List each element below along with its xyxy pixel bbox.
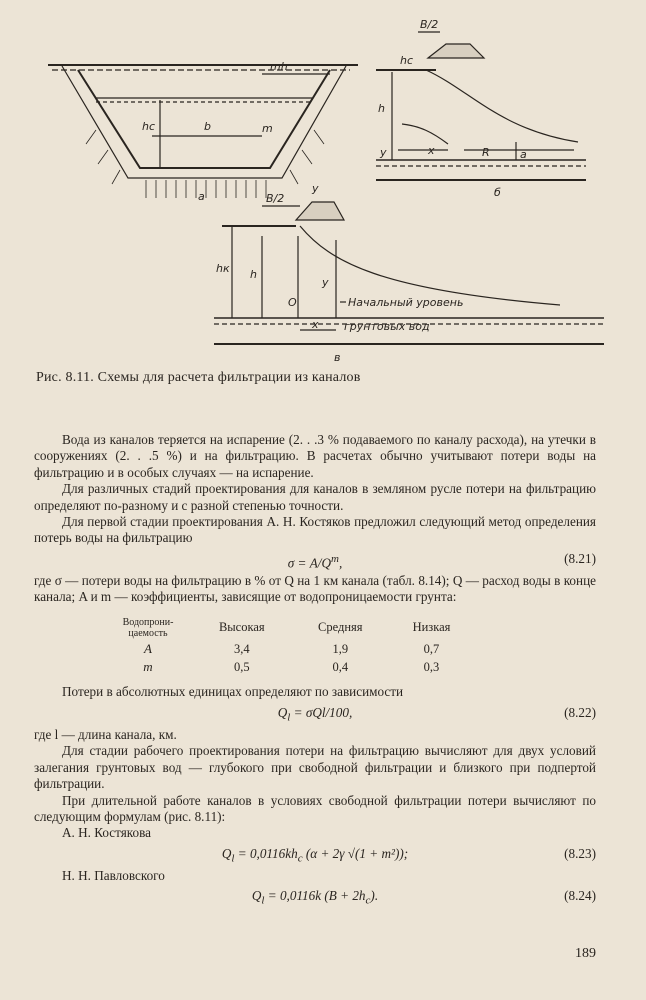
label-m: m <box>262 122 273 135</box>
eq-tail: ). <box>370 888 379 904</box>
paragraph: А. Н. Костякова <box>62 825 152 841</box>
eq-mid: = 0,0116k (B + 2h <box>264 888 366 904</box>
eq-text: Q <box>251 888 262 904</box>
label-v: в <box>334 351 341 364</box>
label-hc: hc <box>142 120 156 133</box>
table-header-label: Водопрони-цаемость <box>122 616 174 639</box>
equation-number: (8.23) <box>564 845 596 861</box>
label-r-right: R <box>482 146 490 159</box>
table-header-cell: Высокая <box>218 620 265 635</box>
eq-sub: l <box>287 711 291 724</box>
label-y-axis: y <box>312 182 319 195</box>
label-b2-bottom: B/2 <box>266 192 285 205</box>
paragraph: Для первой стадии проектирования А. Н. Костяков предложил следующий метод определения потерь воды на фильтрацию <box>34 514 596 546</box>
table-row <box>104 658 474 676</box>
eq-sub: l <box>231 852 235 865</box>
figure-8-11 <box>0 0 646 370</box>
page-number: 189 <box>575 946 596 961</box>
eq-sub: c <box>365 894 371 907</box>
equation-8-22 <box>34 701 596 727</box>
paragraph: Н. Н. Павловского <box>62 867 165 883</box>
body-text <box>34 432 596 910</box>
equation-body <box>34 551 596 572</box>
table-cell: 0,3 <box>423 660 440 675</box>
label-note-line2: грунтовых вод <box>344 320 430 333</box>
label-b-cyr: б <box>494 186 501 199</box>
table-cell: 0,5 <box>233 660 250 675</box>
label-note-line1: Начальный уровень <box>348 296 464 309</box>
label-a-right: a <box>520 148 527 161</box>
equation-number: (8.22) <box>564 704 596 720</box>
table-cell: 3,4 <box>233 641 250 656</box>
label-o: O <box>288 296 297 309</box>
equation-body <box>34 888 596 909</box>
table-header-cell: Низкая <box>412 620 451 635</box>
filtration-schemes-drawing <box>0 0 646 370</box>
eq-text: σ = A/Q <box>287 555 331 571</box>
table-header-row <box>104 616 474 640</box>
label-b2-top: B/2 <box>420 18 439 31</box>
eq-tail: (α + 2γ √(1 + m²)); <box>302 845 409 861</box>
label-y-right: y <box>380 146 387 159</box>
paragraph: При длительной работе каналов в условиях свободной фильтрации потери вычисляют по следующим формулам (рис. 8.11): <box>34 792 596 824</box>
label-hc-right: hc <box>400 54 414 67</box>
eq-sup: m <box>331 552 339 565</box>
label-y-bottom: y <box>322 276 329 289</box>
label-mh: mh <box>270 60 288 73</box>
equation-body <box>34 705 596 726</box>
paragraph: Вода из каналов теряется на испарение (2. . .3 % подаваемого по каналу расхода), на утечки в сооружениях (2. . .5 %) и на фильтрацию. В расчетах обычно учитывают потери воды на фильтрацию и в особых случаях — на испарение. <box>34 432 596 480</box>
paragraph: Для стадии рабочего проектирования потери на фильтрацию вычисляют для двух условий залегания грунтовых вод — глубокого при свободной фильтрации и близкого при подпертой фильтрации. <box>34 743 596 792</box>
paragraph: где σ — потери воды на фильтрацию в % от Q на 1 км канала (табл. 8.14); Q — расход воды в конце канала; A и m — коэффициенты, зависящие от водопроницаемости грунта: <box>34 572 596 605</box>
table-cell: 0,4 <box>332 660 349 675</box>
table-cell: 0,7 <box>423 641 440 656</box>
table-cell: A <box>144 640 152 656</box>
permeability-table <box>104 616 474 677</box>
eq-tail: = σQl/100, <box>290 704 353 720</box>
equation-8-24 <box>34 884 596 910</box>
equation-body <box>34 846 596 867</box>
eq-sub: c <box>297 852 303 865</box>
label-a: а <box>198 190 205 203</box>
eq-mid: = 0,0116kh <box>234 845 298 861</box>
table-cell: 1,9 <box>332 641 349 656</box>
equation-8-23 <box>34 842 596 868</box>
eq-text: Q <box>221 845 232 861</box>
table-header-cell: Средняя <box>318 620 363 635</box>
table-row <box>104 640 474 658</box>
label-x-right: x <box>428 144 435 157</box>
eq-tail: , <box>338 555 343 571</box>
equation-number: (8.24) <box>564 888 596 904</box>
figure-caption: Рис. 8.11. Схемы для расчета фильтрации из каналов <box>36 370 361 385</box>
eq-text: Q <box>277 704 288 720</box>
scheme-a <box>48 65 358 198</box>
paragraph: Для различных стадий проектирования для каналов в земляном русле потери на фильтрацию определяют по-разному и с разной степенью точности. <box>34 481 596 513</box>
equation-number: (8.21) <box>564 550 596 566</box>
paragraph: Потери в абсолютных единицах определяют по зависимости <box>62 684 404 700</box>
label-hk: hк <box>216 262 230 275</box>
label-h-right: h <box>378 102 385 115</box>
label-b: b <box>204 120 211 133</box>
paragraph: где l — длина канала, км. <box>34 726 177 742</box>
label-h-bottom: h <box>250 268 257 281</box>
table-cell: m <box>143 659 153 675</box>
eq-sub: l <box>261 894 265 907</box>
label-x-bottom: x <box>312 318 319 331</box>
equation-8-21 <box>34 547 596 573</box>
